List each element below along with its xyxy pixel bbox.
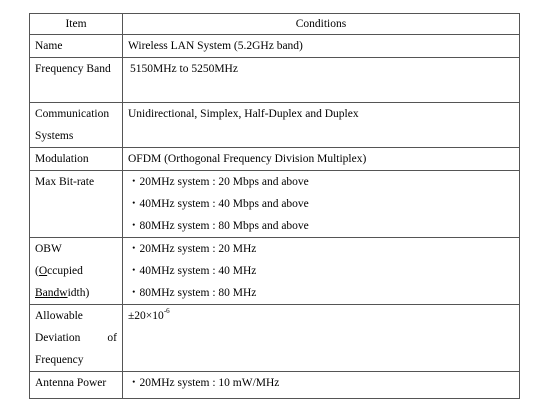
header-conditions: Conditions	[123, 14, 520, 35]
row-value-max-bit-rate	[123, 171, 520, 238]
row-value-obw	[123, 238, 520, 305]
obw-underlined-w: w	[59, 287, 68, 299]
table-row-antenna-power	[30, 372, 520, 399]
row-value-communication-systems: Unidirectional, Simplex, Half-Duplex and Duplex	[123, 103, 520, 148]
row-label-allowable-deviation	[30, 305, 123, 372]
row-label-modulation: Modulation	[30, 148, 123, 171]
deviation-word: Deviation	[35, 332, 81, 344]
row-label-frequency-band: Frequency Band	[30, 58, 123, 103]
obw-label-line2	[35, 260, 117, 282]
row-value-antenna-power: ・20MHz system : 10 mW/MHz	[123, 372, 520, 399]
obw-paren-open: (	[35, 265, 39, 277]
deviation-value	[128, 307, 170, 322]
specification-table	[29, 13, 520, 399]
obw-idth: idth)	[67, 287, 90, 299]
list-item: ・40MHz system : 40 MHz	[128, 265, 257, 277]
row-label-obw	[30, 238, 123, 305]
header-item: Item	[30, 14, 123, 35]
table-row-obw	[30, 238, 520, 305]
list-item: ・80MHz system : 80 MHz	[128, 287, 257, 299]
table-row-max-bit-rate	[30, 171, 520, 238]
table-row-modulation	[30, 148, 520, 171]
list-item: ・20MHz system : 20 MHz	[128, 243, 257, 255]
deviation-label-line2	[35, 327, 117, 349]
communication-label-line1: Communication	[35, 108, 110, 120]
row-label-communication-systems	[30, 103, 123, 148]
deviation-label-line3: Frequency	[35, 354, 84, 366]
list-item: ・20MHz system : 20 Mbps and above	[128, 176, 309, 188]
obw-label-line1: OBW	[35, 243, 62, 255]
obw-label-line3	[35, 282, 117, 304]
obw-underlined-o: O	[38, 265, 48, 277]
table-header-row	[30, 14, 520, 35]
table-row-communication-systems	[30, 103, 520, 148]
deviation-label-line1: Allowable	[35, 310, 83, 322]
table-row-name	[30, 35, 520, 58]
list-item: ・40MHz system : 40 Mbps and above	[128, 198, 309, 210]
list-item: ・80MHz system : 80 Mbps and above	[128, 220, 309, 232]
row-value-frequency-band	[123, 58, 520, 103]
frequency-band-text: 5150MHz to 5250MHz	[130, 63, 238, 75]
row-label-max-bit-rate: Max Bit-rate	[30, 171, 123, 238]
deviation-exponent: -6	[163, 307, 170, 316]
row-label-name: Name	[30, 35, 123, 58]
obw-underlined-band: Band	[35, 287, 60, 299]
obw-ccupied: ccupied	[47, 265, 83, 277]
row-value-name: Wireless LAN System (5.2GHz band)	[123, 35, 520, 58]
deviation-base: ±20×10	[128, 310, 164, 322]
row-value-allowable-deviation	[123, 305, 520, 372]
of-word: of	[107, 332, 117, 344]
table-row-frequency-band	[30, 58, 520, 103]
row-label-antenna-power: Antenna Power	[30, 372, 123, 399]
table-row-allowable-deviation	[30, 305, 520, 372]
row-value-modulation: OFDM (Orthogonal Frequency Division Multiplex)	[123, 148, 520, 171]
communication-label-line2: Systems	[35, 130, 74, 142]
